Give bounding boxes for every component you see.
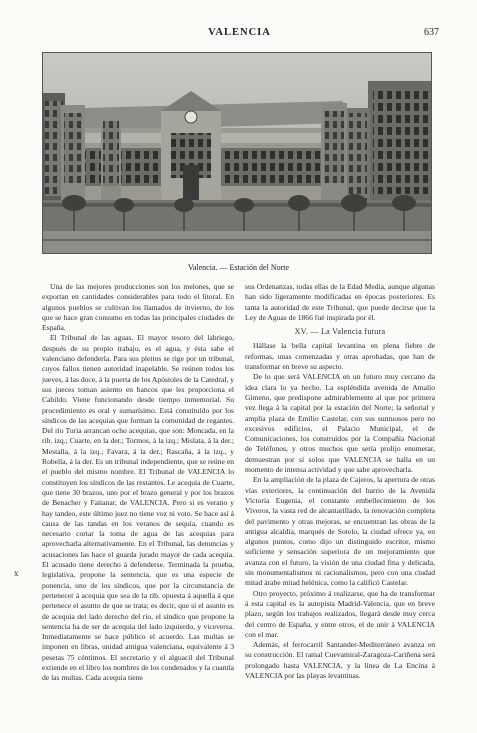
- paragraph-ordenanzas: sus Ordenanzas, todas ellas de la Edad Media, aunque algunas han sido ligeramente modificadas en épocas posteriores. Es tanta la autoridad de este Tribunal, que puede decirse que la Ley de Aguas de 1866 fué inspirada por él.: [245, 282, 435, 322]
- station-photograph: [42, 52, 432, 254]
- right-text-column: [245, 282, 435, 681]
- paragraph-valencia-futuro: De lo que será VALENCIA en un futuro muy cercano da idea clara lo ya hecho. La espléndida avenida de Amalio Gimeno, que predispone admirablemente al que por primera vez llega á la capital por la estación del Norte; la señorial y amplia plaza de Emilio Castelar, con sus suntuosos pero no excesivos edificios, el Palacio Municipal, el de Comunicaciones, los construídos por la Compañía Nacional de Teléfonos, y otros muchos que sería prolijo enumerar, demuestran por sí solos que VALENCIA se halla en un momento de intensa actividad y que sabe aprovecharla.: [245, 372, 435, 475]
- paragraph-melons: Una de las mejores producciones son los melones, que se exportan en cantidades considerables para todo el litoral. En algunos pueblos se cultivan los llamados de invierno, de los que se hace gran consumo en todas las principales ciudades de España.: [42, 282, 234, 333]
- figure-caption: Valencia. — Estación del Norte: [187, 263, 290, 272]
- paragraph-autopista: Otro proyecto, próximo á realizarse, que ha de transformar á esta capital es la autopista Madrid-Valencia, que en breve plazo, según los trabajos realizados, llegará desde muy cerca del centro de España, y entre otros, el de unir á VALENCIA con el mar.: [245, 588, 435, 639]
- paragraph-reformas: Hállase la bella capital levantina en plena fiebre de reformas, unas comenzadas y otras aprobadas, que han de transformar en breve su aspecto.: [245, 341, 435, 372]
- margin-mark: x: [14, 568, 19, 578]
- page-title: VALENCIA: [208, 27, 271, 38]
- page-number: 637: [424, 27, 439, 38]
- paragraph-tribunal-aguas: El Tribunal de las aguas. El mayor tesoro del labriego, después de su propio trabajo, es el agua, y ésta sabe el valenciano defenderla. Para sus pleitos se rige por un tribunal, cuyos fallos tienen autoridad inapelable. Se reúnen todos los jueves, á las doce, á la puerta de los Apóstoles de la Catedral, y sus jueces toman asiento en bancos que les proporciona el Cabildo. Viene funcionando desde tiempo inmemorial. Su procedimiento es oral y sumarísimo. Está constituído por los síndicos de las acequias que forman la comunidad de regantes. Del río Turia arrancan ocho acequias, que son: Moncada, en la rib. izq.; Cuarte, en la der.; Tormos, á la izq.; Mislata, á la der.; Mestalla, á la izq.; Favara, á la der.; Rascaña, á la izq., y Robella, á la der. Es un tribunal independiente, que se reúne en el pueblo del mismo nombre. El Tribunal de VALENCIA lo constituyen los síndicos de las restantes. Le acequia de Cuarte, que tiene 30 brazos, uno por el brazo general y por los brazos de Benacher y Faitanar, de VALENCIA. Pero si es verano y hay tandeo, este último juez no tiene voz ni voto. Se hace así á causa de las tandas en los veranos de sequía, cuando es necesario cortar la toma de agua de las acequias para aprovecharla alternativamente. En el Tribunal, las denuncias y acusaciones las hace el guarda jurado mayor de cada acequia. El acusado tiene derecho á defenderse. Terminada la prueba, legislativa, propone la sentencia, que es una especie de ponencia, uno de los síndicos, que por la circunstancia de pertenecer á acequia que sea de la rib. opuesta á aquella á que pertenece el asunto de que se trata; es decir, que si el asunto es de acequia del lado derecho del río, el síndico que propone la sentencia ha de ser de acequia del lado izquierdo, y viceversa. Inmediatamente se hace público el acuerdo. Las multas se imponen en libras, unidad antigua valenciana, equivalente á 3 pesetas 75 céntimos. El secretario y el alguacil del Tribunal extiende en el libro los nombres de los condenados y la cuantía de las multas. Cada acequia tiene: [42, 333, 234, 683]
- running-header: [40, 27, 439, 41]
- section-heading: XV. — La Valencia futura: [294, 327, 386, 337]
- left-text-column: [42, 282, 234, 684]
- paragraph-ferrocarril: Además, el ferrocarril Santander-Mediterráneo avanza en su construcción. El ramal Cuevamiral-Zaragoza-Cariñena será prolongado hasta VALENCIA, y la línea de La Encina á VALENCIA por las playas levantinas.: [245, 640, 435, 680]
- paragraph-ampliacion: En la ampliación de la plaza de Cajeros, la apertura de otras vías exteriores, la continuación del barrio de la Avenida Victoria Eugenia, el constante embellecimiento de los Viveros, la vasta red de alcantarillado, la renovación completa del pavimento y otras mejoras, se encuentran las obras de la antigua alcaldía, marqués de Sotelo, la ciudad ofrece ya, en algunos puntos, como dijo un distinguido escritor, mismo suficiente y sensación superiora de un mejoramiento que avanza con el futuro, la visión de una ciudad fina y delicada, sin monumentalismos ni racionalismos, pero con una ciudad mitad árabe mitad helénica, como la calificó Castelar.: [245, 475, 435, 588]
- station-photo-illustration: [43, 53, 432, 254]
